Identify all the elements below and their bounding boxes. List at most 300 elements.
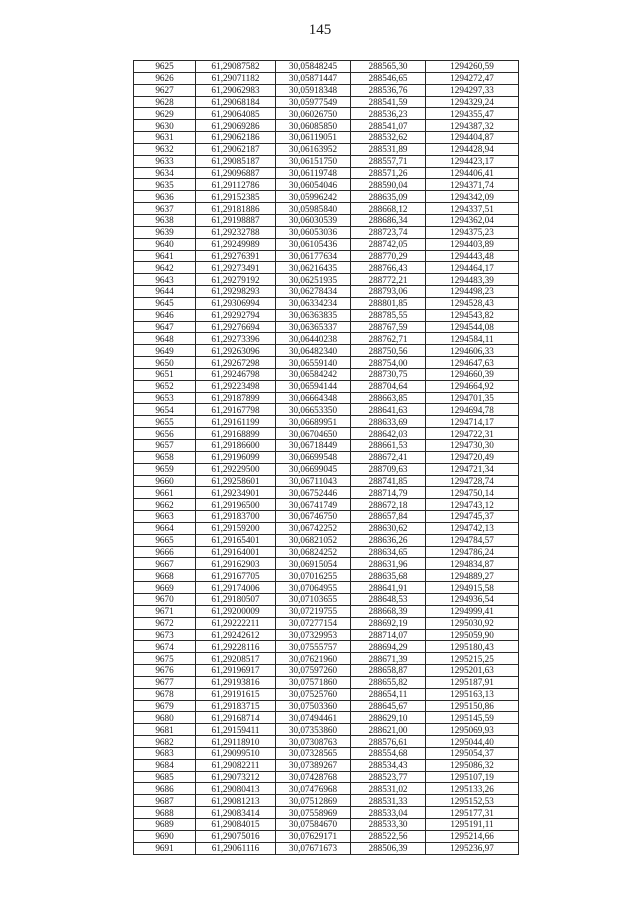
y-coordinate-cell: 1294387,32 (426, 120, 519, 132)
y-coordinate-cell: 1294362,04 (426, 214, 519, 226)
point-number-cell: 9641 (134, 250, 196, 262)
longitude-cell: 30,07525760 (276, 688, 351, 700)
x-coordinate-cell: 288645,67 (351, 700, 426, 712)
point-number-cell: 9689 (134, 819, 196, 831)
table-row (134, 345, 519, 357)
point-number-cell: 9690 (134, 830, 196, 842)
y-coordinate-cell: 1294528,43 (426, 297, 519, 309)
table-row (134, 783, 519, 795)
longitude-cell: 30,06689951 (276, 416, 351, 428)
point-number-cell: 9629 (134, 108, 196, 120)
longitude-cell: 30,06365337 (276, 321, 351, 333)
table-row (134, 795, 519, 807)
table-row (134, 629, 519, 641)
latitude-cell: 61,29273396 (196, 333, 276, 345)
longitude-cell: 30,07428768 (276, 771, 351, 783)
x-coordinate-cell: 288635,09 (351, 191, 426, 203)
table-row (134, 451, 519, 463)
latitude-cell: 61,29273491 (196, 262, 276, 274)
latitude-cell: 61,29168899 (196, 428, 276, 440)
longitude-cell: 30,05996242 (276, 191, 351, 203)
latitude-cell: 61,29196500 (196, 499, 276, 511)
longitude-cell: 30,06105436 (276, 238, 351, 250)
table-row (134, 309, 519, 321)
longitude-cell: 30,06594144 (276, 380, 351, 392)
longitude-cell: 30,07671673 (276, 842, 351, 854)
point-number-cell: 9663 (134, 511, 196, 523)
table-row (134, 416, 519, 428)
latitude-cell: 61,29083414 (196, 807, 276, 819)
x-coordinate-cell: 288629,10 (351, 712, 426, 724)
y-coordinate-cell: 1294720,49 (426, 451, 519, 463)
longitude-cell: 30,06119051 (276, 132, 351, 144)
y-coordinate-cell: 1294664,92 (426, 380, 519, 392)
longitude-cell: 30,07064955 (276, 582, 351, 594)
point-number-cell: 9675 (134, 653, 196, 665)
point-number-cell: 9678 (134, 688, 196, 700)
x-coordinate-cell: 288750,56 (351, 345, 426, 357)
table-row (134, 641, 519, 653)
x-coordinate-cell: 288631,96 (351, 558, 426, 570)
x-coordinate-cell: 288668,39 (351, 605, 426, 617)
latitude-cell: 61,29162903 (196, 558, 276, 570)
y-coordinate-cell: 1295069,93 (426, 724, 519, 736)
latitude-cell: 61,29208517 (196, 653, 276, 665)
y-coordinate-cell: 1294584,11 (426, 333, 519, 345)
table-row (134, 830, 519, 842)
point-number-cell: 9647 (134, 321, 196, 333)
latitude-cell: 61,29181886 (196, 203, 276, 215)
y-coordinate-cell: 1294999,41 (426, 605, 519, 617)
table-row (134, 487, 519, 499)
point-number-cell: 9667 (134, 558, 196, 570)
latitude-cell: 61,29075016 (196, 830, 276, 842)
table-row (134, 558, 519, 570)
x-coordinate-cell: 288655,82 (351, 676, 426, 688)
y-coordinate-cell: 1295180,43 (426, 641, 519, 653)
point-number-cell: 9669 (134, 582, 196, 594)
point-number-cell: 9655 (134, 416, 196, 428)
y-coordinate-cell: 1294483,39 (426, 274, 519, 286)
latitude-cell: 61,29183715 (196, 700, 276, 712)
table-row (134, 676, 519, 688)
point-number-cell: 9662 (134, 499, 196, 511)
x-coordinate-cell: 288704,64 (351, 380, 426, 392)
table-row (134, 759, 519, 771)
y-coordinate-cell: 1294464,17 (426, 262, 519, 274)
point-number-cell: 9672 (134, 617, 196, 629)
point-number-cell: 9652 (134, 380, 196, 392)
latitude-cell: 61,29276694 (196, 321, 276, 333)
table-row (134, 605, 519, 617)
x-coordinate-cell: 288709,63 (351, 463, 426, 475)
point-number-cell: 9631 (134, 132, 196, 144)
longitude-cell: 30,06559140 (276, 357, 351, 369)
point-number-cell: 9657 (134, 440, 196, 452)
y-coordinate-cell: 1295236,97 (426, 842, 519, 854)
table-row (134, 570, 519, 582)
x-coordinate-cell: 288686,34 (351, 214, 426, 226)
table-row (134, 238, 519, 250)
point-number-cell: 9651 (134, 368, 196, 380)
y-coordinate-cell: 1295145,59 (426, 712, 519, 724)
y-coordinate-cell: 1295059,90 (426, 629, 519, 641)
latitude-cell: 61,29064085 (196, 108, 276, 120)
y-coordinate-cell: 1294915,58 (426, 582, 519, 594)
table-row (134, 286, 519, 298)
latitude-cell: 61,29306994 (196, 297, 276, 309)
y-coordinate-cell: 1294728,74 (426, 475, 519, 487)
point-number-cell: 9634 (134, 167, 196, 179)
latitude-cell: 61,29080413 (196, 783, 276, 795)
y-coordinate-cell: 1294329,24 (426, 96, 519, 108)
table-row (134, 214, 519, 226)
table-row (134, 807, 519, 819)
longitude-cell: 30,06363835 (276, 309, 351, 321)
x-coordinate-cell: 288772,21 (351, 274, 426, 286)
point-number-cell: 9650 (134, 357, 196, 369)
point-number-cell: 9648 (134, 333, 196, 345)
y-coordinate-cell: 1294342,09 (426, 191, 519, 203)
x-coordinate-cell: 288633,69 (351, 416, 426, 428)
latitude-cell: 61,29084015 (196, 819, 276, 831)
longitude-cell: 30,06053036 (276, 226, 351, 238)
table-row (134, 155, 519, 167)
y-coordinate-cell: 1295177,31 (426, 807, 519, 819)
longitude-cell: 30,06030539 (276, 214, 351, 226)
coordinates-table (133, 60, 519, 855)
x-coordinate-cell: 288714,07 (351, 629, 426, 641)
y-coordinate-cell: 1294784,57 (426, 534, 519, 546)
y-coordinate-cell: 1294834,87 (426, 558, 519, 570)
x-coordinate-cell: 288536,23 (351, 108, 426, 120)
longitude-cell: 30,06177634 (276, 250, 351, 262)
x-coordinate-cell: 288636,26 (351, 534, 426, 546)
latitude-cell: 61,29242612 (196, 629, 276, 641)
longitude-cell: 30,06711043 (276, 475, 351, 487)
y-coordinate-cell: 1294750,14 (426, 487, 519, 499)
y-coordinate-cell: 1294403,89 (426, 238, 519, 250)
longitude-cell: 30,06699548 (276, 451, 351, 463)
point-number-cell: 9626 (134, 72, 196, 84)
x-coordinate-cell: 288533,30 (351, 819, 426, 831)
table-row (134, 321, 519, 333)
y-coordinate-cell: 1294701,35 (426, 392, 519, 404)
point-number-cell: 9682 (134, 736, 196, 748)
longitude-cell: 30,07629171 (276, 830, 351, 842)
y-coordinate-cell: 1294647,63 (426, 357, 519, 369)
point-number-cell: 9643 (134, 274, 196, 286)
point-number-cell: 9676 (134, 665, 196, 677)
x-coordinate-cell: 288723,74 (351, 226, 426, 238)
y-coordinate-cell: 1294423,17 (426, 155, 519, 167)
point-number-cell: 9681 (134, 724, 196, 736)
point-number-cell: 9646 (134, 309, 196, 321)
y-coordinate-cell: 1294337,51 (426, 203, 519, 215)
longitude-cell: 30,05871447 (276, 72, 351, 84)
point-number-cell: 9664 (134, 522, 196, 534)
latitude-cell: 61,29152385 (196, 191, 276, 203)
x-coordinate-cell: 288522,56 (351, 830, 426, 842)
latitude-cell: 61,29223498 (196, 380, 276, 392)
table-row (134, 108, 519, 120)
latitude-cell: 61,29232788 (196, 226, 276, 238)
table-row (134, 61, 519, 73)
longitude-cell: 30,06334234 (276, 297, 351, 309)
y-coordinate-cell: 1295152,53 (426, 795, 519, 807)
longitude-cell: 30,06699045 (276, 463, 351, 475)
latitude-cell: 61,29071182 (196, 72, 276, 84)
y-coordinate-cell: 1294371,74 (426, 179, 519, 191)
latitude-cell: 61,29062187 (196, 143, 276, 155)
table-row (134, 120, 519, 132)
longitude-cell: 30,07476968 (276, 783, 351, 795)
y-coordinate-cell: 1295201,63 (426, 665, 519, 677)
x-coordinate-cell: 288668,12 (351, 203, 426, 215)
latitude-cell: 61,29183700 (196, 511, 276, 523)
x-coordinate-cell: 288571,26 (351, 167, 426, 179)
point-number-cell: 9658 (134, 451, 196, 463)
latitude-cell: 61,29061116 (196, 842, 276, 854)
latitude-cell: 61,29073212 (196, 771, 276, 783)
y-coordinate-cell: 1294544,08 (426, 321, 519, 333)
point-number-cell: 9671 (134, 605, 196, 617)
point-number-cell: 9642 (134, 262, 196, 274)
table-row (134, 250, 519, 262)
latitude-cell: 61,29258601 (196, 475, 276, 487)
x-coordinate-cell: 288532,62 (351, 132, 426, 144)
latitude-cell: 61,29085187 (196, 155, 276, 167)
table-row (134, 96, 519, 108)
x-coordinate-cell: 288741,85 (351, 475, 426, 487)
y-coordinate-cell: 1295163,13 (426, 688, 519, 700)
table-row (134, 132, 519, 144)
table-row (134, 297, 519, 309)
longitude-cell: 30,06216435 (276, 262, 351, 274)
latitude-cell: 61,29062186 (196, 132, 276, 144)
latitude-cell: 61,29196099 (196, 451, 276, 463)
longitude-cell: 30,07512869 (276, 795, 351, 807)
table-row (134, 333, 519, 345)
point-number-cell: 9638 (134, 214, 196, 226)
x-coordinate-cell: 288793,06 (351, 286, 426, 298)
point-number-cell: 9628 (134, 96, 196, 108)
y-coordinate-cell: 1294260,59 (426, 61, 519, 73)
table-row (134, 368, 519, 380)
latitude-cell: 61,29196917 (196, 665, 276, 677)
table-row (134, 380, 519, 392)
latitude-cell: 61,29180507 (196, 593, 276, 605)
x-coordinate-cell: 288754,00 (351, 357, 426, 369)
table-row (134, 274, 519, 286)
table-row (134, 665, 519, 677)
y-coordinate-cell: 1295191,11 (426, 819, 519, 831)
x-coordinate-cell: 288692,19 (351, 617, 426, 629)
longitude-cell: 30,06584242 (276, 368, 351, 380)
point-number-cell: 9633 (134, 155, 196, 167)
y-coordinate-cell: 1294721,34 (426, 463, 519, 475)
longitude-cell: 30,06440238 (276, 333, 351, 345)
x-coordinate-cell: 288672,18 (351, 499, 426, 511)
latitude-cell: 61,29099510 (196, 747, 276, 759)
x-coordinate-cell: 288663,85 (351, 392, 426, 404)
point-number-cell: 9644 (134, 286, 196, 298)
latitude-cell: 61,29298293 (196, 286, 276, 298)
x-coordinate-cell: 288642,03 (351, 428, 426, 440)
x-coordinate-cell: 288533,04 (351, 807, 426, 819)
table-row (134, 392, 519, 404)
y-coordinate-cell: 1294543,82 (426, 309, 519, 321)
y-coordinate-cell: 1294498,23 (426, 286, 519, 298)
y-coordinate-cell: 1294742,13 (426, 522, 519, 534)
x-coordinate-cell: 288657,84 (351, 511, 426, 523)
point-number-cell: 9660 (134, 475, 196, 487)
latitude-cell: 61,29096887 (196, 167, 276, 179)
x-coordinate-cell: 288634,65 (351, 546, 426, 558)
table-row (134, 736, 519, 748)
latitude-cell: 61,29069286 (196, 120, 276, 132)
table-row (134, 617, 519, 629)
longitude-cell: 30,06704650 (276, 428, 351, 440)
y-coordinate-cell: 1295150,86 (426, 700, 519, 712)
table-row (134, 440, 519, 452)
y-coordinate-cell: 1294936,54 (426, 593, 519, 605)
point-number-cell: 9691 (134, 842, 196, 854)
y-coordinate-cell: 1294730,30 (426, 440, 519, 452)
longitude-cell: 30,06824252 (276, 546, 351, 558)
latitude-cell: 61,29082211 (196, 759, 276, 771)
table-row (134, 771, 519, 783)
longitude-cell: 30,06163952 (276, 143, 351, 155)
table-row (134, 463, 519, 475)
point-number-cell: 9686 (134, 783, 196, 795)
longitude-cell: 30,06085850 (276, 120, 351, 132)
point-number-cell: 9680 (134, 712, 196, 724)
y-coordinate-cell: 1295030,92 (426, 617, 519, 629)
x-coordinate-cell: 288762,71 (351, 333, 426, 345)
point-number-cell: 9654 (134, 404, 196, 416)
latitude-cell: 61,29159411 (196, 724, 276, 736)
table-row (134, 511, 519, 523)
latitude-cell: 61,29068184 (196, 96, 276, 108)
x-coordinate-cell: 288523,77 (351, 771, 426, 783)
longitude-cell: 30,06026750 (276, 108, 351, 120)
point-number-cell: 9688 (134, 807, 196, 819)
table-row (134, 357, 519, 369)
x-coordinate-cell: 288621,00 (351, 724, 426, 736)
y-coordinate-cell: 1295133,26 (426, 783, 519, 795)
table-row (134, 700, 519, 712)
latitude-cell: 61,29198887 (196, 214, 276, 226)
latitude-cell: 61,29246798 (196, 368, 276, 380)
latitude-cell: 61,29168714 (196, 712, 276, 724)
x-coordinate-cell: 288554,68 (351, 747, 426, 759)
x-coordinate-cell: 288766,43 (351, 262, 426, 274)
longitude-cell: 30,06278434 (276, 286, 351, 298)
x-coordinate-cell: 288557,71 (351, 155, 426, 167)
point-number-cell: 9670 (134, 593, 196, 605)
x-coordinate-cell: 288541,59 (351, 96, 426, 108)
point-number-cell: 9674 (134, 641, 196, 653)
longitude-cell: 30,05918348 (276, 84, 351, 96)
table-row (134, 522, 519, 534)
longitude-cell: 30,05985840 (276, 203, 351, 215)
table-row (134, 819, 519, 831)
table-row (134, 747, 519, 759)
longitude-cell: 30,07103655 (276, 593, 351, 605)
point-number-cell: 9627 (134, 84, 196, 96)
y-coordinate-cell: 1294406,41 (426, 167, 519, 179)
latitude-cell: 61,29186600 (196, 440, 276, 452)
longitude-cell: 30,07558969 (276, 807, 351, 819)
y-coordinate-cell: 1294272,47 (426, 72, 519, 84)
x-coordinate-cell: 288767,59 (351, 321, 426, 333)
latitude-cell: 61,29118910 (196, 736, 276, 748)
x-coordinate-cell: 288541,07 (351, 120, 426, 132)
point-number-cell: 9656 (134, 428, 196, 440)
longitude-cell: 30,06119748 (276, 167, 351, 179)
x-coordinate-cell: 288630,62 (351, 522, 426, 534)
y-coordinate-cell: 1295214,66 (426, 830, 519, 842)
y-coordinate-cell: 1294606,33 (426, 345, 519, 357)
x-coordinate-cell: 288671,39 (351, 653, 426, 665)
x-coordinate-cell: 288641,63 (351, 404, 426, 416)
table-row (134, 226, 519, 238)
table-row (134, 724, 519, 736)
longitude-cell: 30,07308763 (276, 736, 351, 748)
longitude-cell: 30,07597260 (276, 665, 351, 677)
latitude-cell: 61,29062983 (196, 84, 276, 96)
x-coordinate-cell: 288635,68 (351, 570, 426, 582)
coordinates-table-body (134, 61, 519, 855)
latitude-cell: 61,29087582 (196, 61, 276, 73)
latitude-cell: 61,29081213 (196, 795, 276, 807)
x-coordinate-cell: 288506,39 (351, 842, 426, 854)
table-row (134, 404, 519, 416)
x-coordinate-cell: 288742,05 (351, 238, 426, 250)
longitude-cell: 30,06054046 (276, 179, 351, 191)
longitude-cell: 30,06664348 (276, 392, 351, 404)
x-coordinate-cell: 288661,53 (351, 440, 426, 452)
longitude-cell: 30,06742252 (276, 522, 351, 534)
table-row (134, 72, 519, 84)
y-coordinate-cell: 1294297,33 (426, 84, 519, 96)
y-coordinate-cell: 1295107,19 (426, 771, 519, 783)
table-row (134, 712, 519, 724)
longitude-cell: 30,06718449 (276, 440, 351, 452)
table-row (134, 534, 519, 546)
point-number-cell: 9659 (134, 463, 196, 475)
point-number-cell: 9661 (134, 487, 196, 499)
y-coordinate-cell: 1295187,91 (426, 676, 519, 688)
point-number-cell: 9640 (134, 238, 196, 250)
point-number-cell: 9666 (134, 546, 196, 558)
longitude-cell: 30,07555757 (276, 641, 351, 653)
longitude-cell: 30,06251935 (276, 274, 351, 286)
longitude-cell: 30,06151750 (276, 155, 351, 167)
point-number-cell: 9653 (134, 392, 196, 404)
x-coordinate-cell: 288648,53 (351, 593, 426, 605)
point-number-cell: 9673 (134, 629, 196, 641)
longitude-cell: 30,06746750 (276, 511, 351, 523)
latitude-cell: 61,29159200 (196, 522, 276, 534)
point-number-cell: 9649 (134, 345, 196, 357)
point-number-cell: 9665 (134, 534, 196, 546)
x-coordinate-cell: 288576,61 (351, 736, 426, 748)
point-number-cell: 9636 (134, 191, 196, 203)
table-row (134, 475, 519, 487)
x-coordinate-cell: 288536,76 (351, 84, 426, 96)
